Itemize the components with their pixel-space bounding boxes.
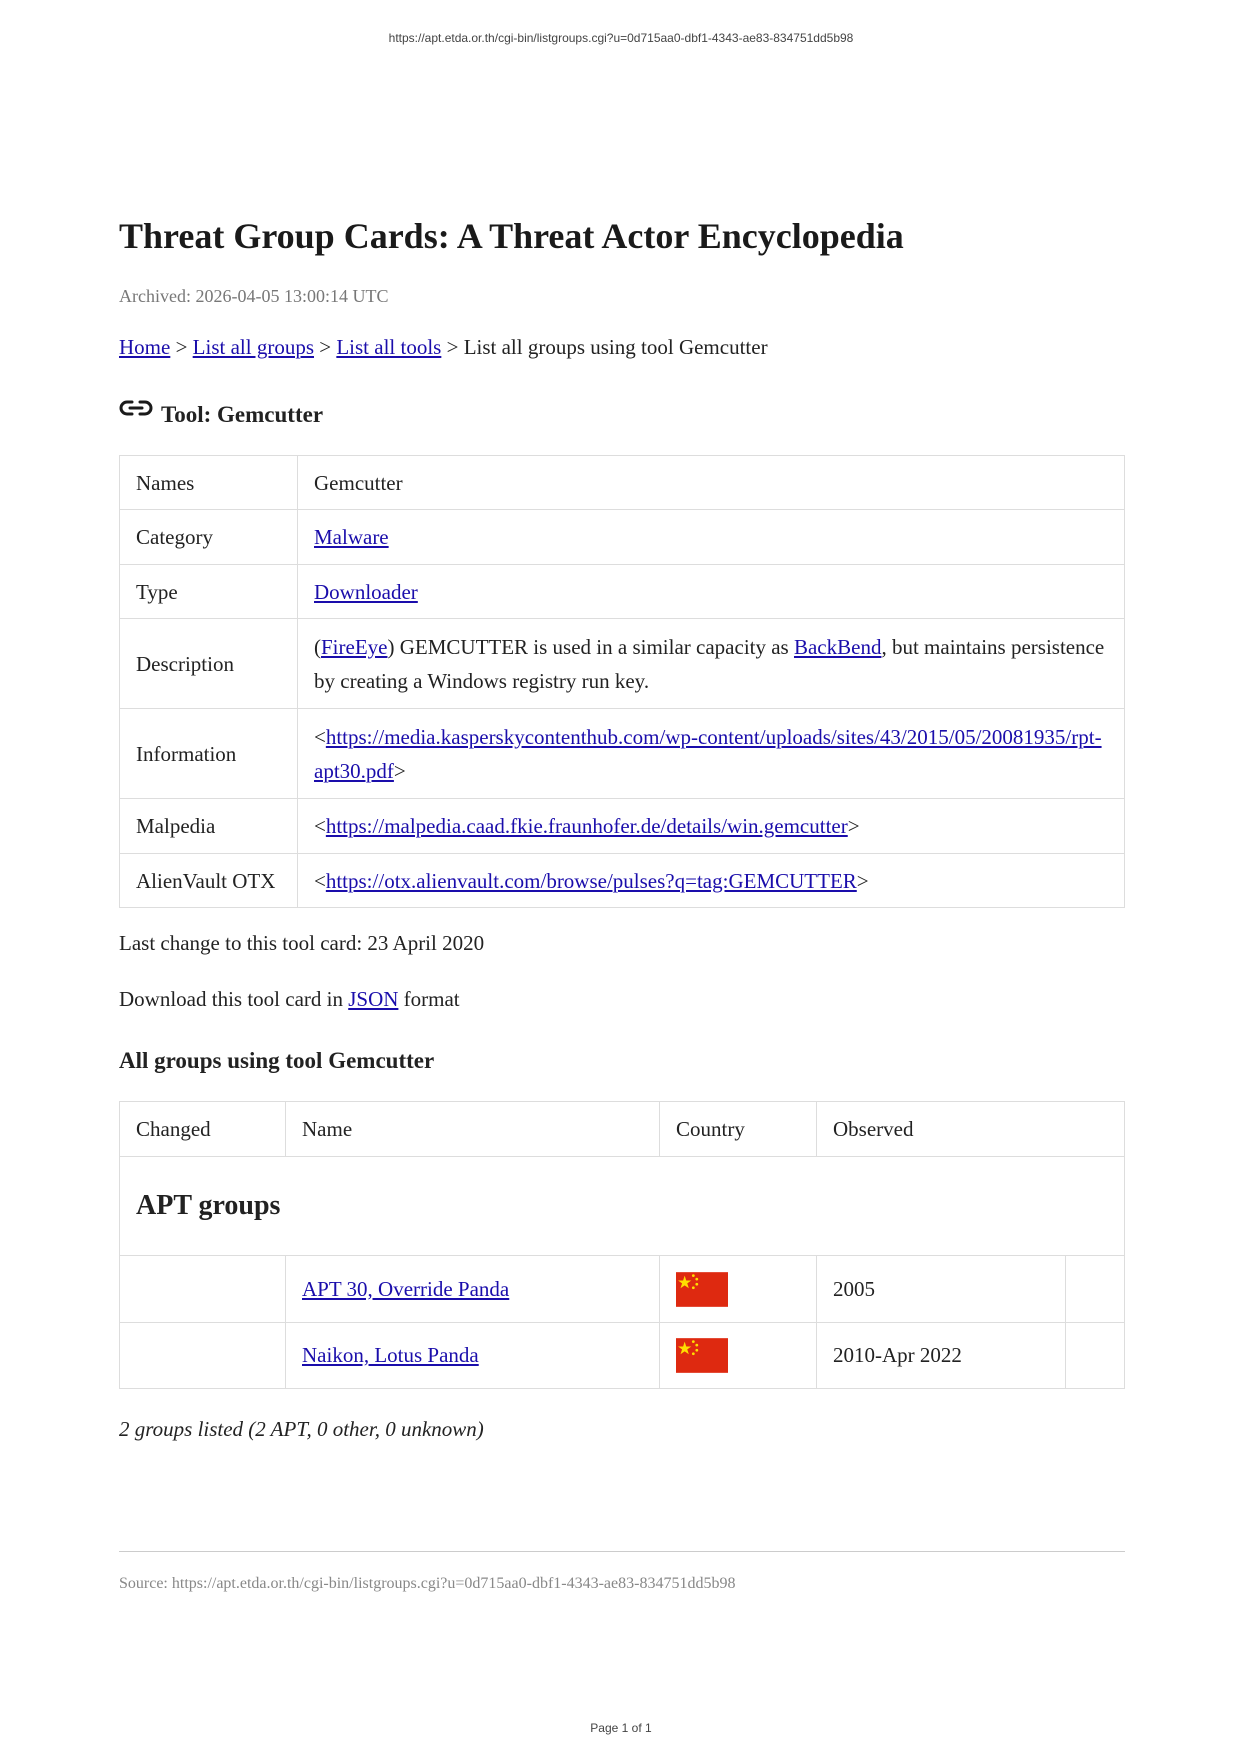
otx-cell (298, 854, 1125, 908)
table-row (120, 799, 1125, 854)
table-row (120, 565, 1125, 619)
names-label: Names (120, 456, 298, 510)
information-link[interactable]: https://media.kasperskycontenthub.com/wp-content/uploads/sites/43/2015/05/20081935/rpt-apt30.pdf (314, 724, 1102, 783)
description-open: ( (314, 634, 321, 659)
archived-timestamp: Archived: 2026-04-05 13:00:14 UTC (119, 286, 389, 306)
extra-cell (1066, 1323, 1125, 1389)
table-row (120, 1323, 1125, 1389)
malpedia-label: Malpedia (120, 799, 298, 854)
malpedia-cell (298, 799, 1125, 854)
group-link-naikon[interactable]: Naikon, Lotus Panda (302, 1343, 479, 1367)
information-cell (298, 709, 1125, 799)
category-cell (298, 510, 1125, 565)
china-flag-icon (676, 1272, 728, 1307)
category-label: Category (120, 510, 298, 565)
table-row (120, 456, 1125, 510)
breadcrumb-home-link[interactable]: Home (119, 335, 171, 359)
changed-cell (120, 1256, 286, 1323)
names-value: Gemcutter (298, 456, 1125, 510)
name-cell (286, 1323, 660, 1389)
print-header-url: https://apt.etda.or.th/cgi-bin/listgroups.cgi?u=0d715aa0-dbf1-4343-ae83-834751dd5b98 (388, 31, 854, 45)
type-cell (298, 565, 1125, 619)
angle-close: > (847, 814, 860, 838)
extra-cell (1066, 1256, 1125, 1323)
description-text: ) GEMCUTTER is used in a similar capacity as (387, 634, 794, 659)
category-link[interactable]: Malware (314, 525, 389, 549)
breadcrumb-current: List all groups using tool Gemcutter (463, 335, 768, 359)
footer-divider (119, 1551, 1125, 1552)
table-row (120, 1256, 1125, 1323)
otx-link[interactable]: https://otx.alienvault.com/browse/pulses?q=tag:GEMCUTTER (325, 868, 857, 893)
description-cell (298, 619, 1125, 709)
otx-label: AlienVault OTX (120, 854, 298, 908)
table-row (120, 709, 1125, 799)
description-text: , but maintains persistence by creating a Windows registry run key. (314, 634, 1105, 693)
observed-cell: 2005 (817, 1256, 1066, 1323)
type-link[interactable]: Downloader (314, 579, 418, 604)
country-cell (660, 1256, 817, 1323)
download-text: Download this tool card in (119, 987, 349, 1011)
groups-table (119, 1101, 1125, 1389)
breadcrumb-tools-link[interactable]: List all tools (336, 335, 442, 359)
last-change: Last change to this tool card: 23 April 2020 (119, 931, 485, 955)
source-url: Source: https://apt.etda.or.th/cgi-bin/listgroups.cgi?u=0d715aa0-dbf1-4343-ae83-834751dd5b98 (119, 1575, 736, 1592)
breadcrumb (119, 335, 1125, 360)
group-link-apt30[interactable]: APT 30, Override Panda (302, 1276, 510, 1301)
tool-info-table (119, 455, 1125, 908)
breadcrumb-separator: > (319, 335, 332, 359)
breadcrumb-separator: > (175, 335, 188, 359)
json-download-link[interactable]: JSON (348, 987, 399, 1011)
apt-groups-section-title: APT groups (120, 1157, 1125, 1256)
information-label: Information (120, 709, 298, 799)
malpedia-link[interactable]: https://malpedia.caad.fkie.fraunhofer.de/details/win.gemcutter (325, 814, 848, 838)
column-header-name: Name (286, 1102, 660, 1157)
section-row (120, 1157, 1125, 1256)
fireeye-link[interactable]: FireEye (321, 634, 388, 659)
page-number: Page 1 of 1 (590, 1721, 652, 1735)
page-title: Threat Group Cards: A Threat Actor Encyclopedia (119, 216, 904, 256)
download-text: format (398, 987, 460, 1011)
angle-close: > (856, 868, 869, 893)
tool-heading (119, 390, 1125, 430)
angle-open: < (314, 814, 326, 838)
column-header-observed: Observed (817, 1102, 1125, 1157)
description-label: Description (120, 619, 298, 709)
breadcrumb-separator: > (446, 335, 459, 359)
angle-open: < (314, 868, 326, 893)
table-header-row (120, 1102, 1125, 1157)
type-label: Type (120, 565, 298, 619)
main-content (119, 212, 1125, 1442)
groups-heading: All groups using tool Gemcutter (119, 1048, 435, 1073)
name-cell (286, 1256, 660, 1323)
backbend-link[interactable]: BackBend (793, 634, 882, 659)
link-icon (119, 398, 153, 418)
table-row (120, 510, 1125, 565)
groups-summary: 2 groups listed (2 APT, 0 other, 0 unknown) (119, 1417, 484, 1441)
changed-cell (120, 1323, 286, 1389)
china-flag-icon (676, 1338, 728, 1373)
column-header-country: Country (660, 1102, 817, 1157)
table-row (120, 854, 1125, 908)
tool-title: Tool: Gemcutter (161, 402, 324, 427)
download-line (119, 987, 1125, 1012)
angle-close: > (393, 758, 406, 783)
column-header-changed: Changed (120, 1102, 286, 1157)
angle-open: < (314, 724, 326, 749)
table-row (120, 619, 1125, 709)
breadcrumb-groups-link[interactable]: List all groups (192, 335, 314, 359)
observed-cell: 2010-Apr 2022 (817, 1323, 1066, 1389)
country-cell (660, 1323, 817, 1389)
